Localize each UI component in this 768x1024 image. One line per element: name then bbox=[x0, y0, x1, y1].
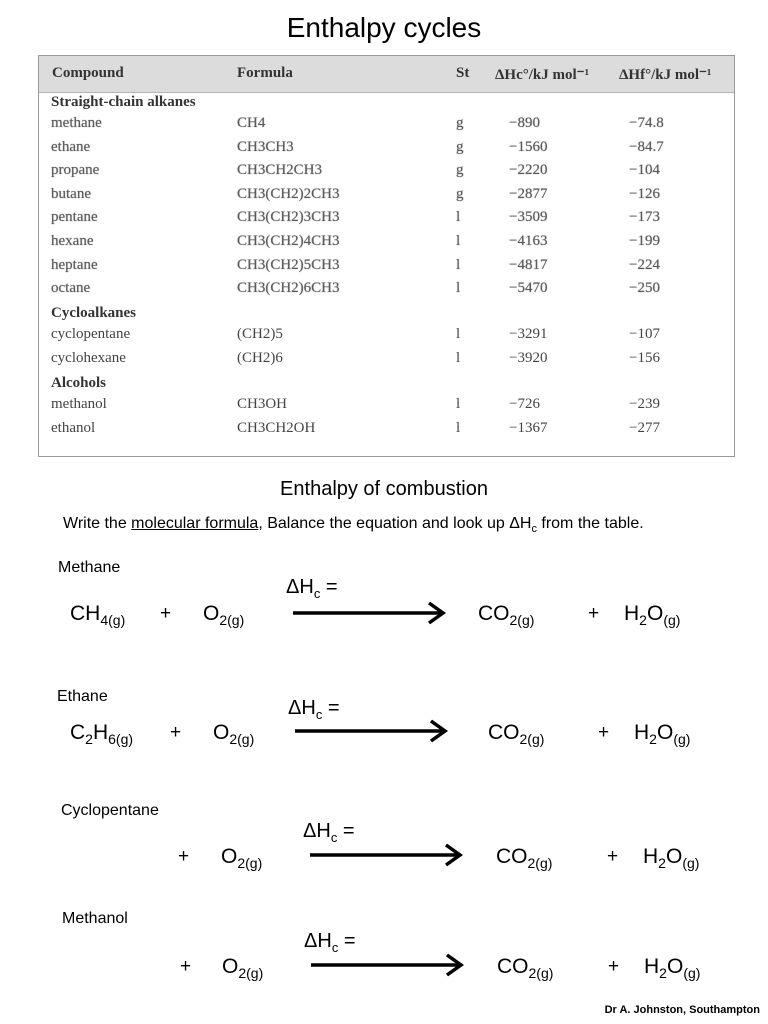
cell-compound: propane bbox=[51, 162, 100, 179]
fuel-formula: $C_2H_{6(g)}$ bbox=[70, 721, 134, 747]
product-co2: $CO_{2(g)}$ bbox=[497, 955, 554, 981]
cell-enthalpy-combustion: −726 bbox=[509, 395, 540, 412]
header-compound: Compound bbox=[52, 65, 124, 81]
product-h2o: $H_2O_{(g)}$ bbox=[634, 721, 691, 747]
cell-enthalpy-combustion: −3509 bbox=[509, 209, 548, 226]
cell-enthalpy-combustion: −4163 bbox=[509, 233, 548, 249]
plus-sign: + bbox=[588, 603, 600, 624]
equation-label-cyclopentane: Cyclopentane bbox=[61, 802, 159, 819]
cell-enthalpy-combustion: −3291 bbox=[509, 325, 548, 342]
cell-enthalpy-combustion: −1367 bbox=[509, 419, 548, 436]
cell-formula: CH3(CH2)4CH3 bbox=[237, 233, 340, 249]
cell-formula: CH3(CH2)2CH3 bbox=[237, 185, 340, 202]
delta-h-label: $\Delta H_c$ = bbox=[286, 576, 338, 601]
cell-state: l bbox=[456, 256, 461, 273]
cell-enthalpy-formation: −277 bbox=[629, 419, 660, 436]
delta-h-label: $\Delta H_c$ = bbox=[303, 820, 355, 845]
oxygen-formula: $O_{2(g)}$ bbox=[203, 602, 245, 628]
cell-state: g bbox=[456, 185, 464, 202]
enthalpy-data-table bbox=[38, 55, 735, 457]
cell-enthalpy-combustion: −2220 bbox=[509, 162, 548, 179]
cell-enthalpy-formation: −156 bbox=[629, 349, 660, 366]
reaction-arrow-icon bbox=[293, 600, 449, 626]
cell-compound: cyclopentane bbox=[51, 325, 131, 342]
cell-formula: CH3(CH2)6CH3 bbox=[237, 280, 340, 297]
instruction-underlined: molecular formula bbox=[131, 515, 259, 532]
cell-state: l bbox=[456, 419, 461, 436]
instruction-before: Write the bbox=[63, 515, 132, 532]
cell-enthalpy-combustion: −890 bbox=[509, 115, 540, 131]
cell-compound: pentane bbox=[51, 209, 98, 226]
cell-compound: hexane bbox=[51, 233, 94, 249]
cell-compound: butane bbox=[51, 185, 91, 202]
cell-enthalpy-formation: −224 bbox=[629, 256, 660, 273]
table-section-heading: Straight-chain alkanes bbox=[51, 94, 196, 110]
cell-compound: methanol bbox=[51, 395, 107, 412]
author-credit: Dr A. Johnston, Southampton bbox=[604, 1004, 760, 1016]
plus-sign: + bbox=[160, 603, 172, 624]
cell-enthalpy-combustion: −3920 bbox=[509, 349, 548, 366]
product-h2o: $H_2O_{(g)}$ bbox=[644, 955, 701, 981]
oxygen-formula: $O_{2(g)}$ bbox=[221, 845, 263, 871]
cell-formula: CH3OH bbox=[237, 395, 288, 412]
cell-enthalpy-formation: −84.7 bbox=[629, 138, 664, 155]
cell-compound: ethane bbox=[51, 138, 91, 155]
cell-enthalpy-formation: −107 bbox=[629, 325, 660, 342]
plus-sign: + bbox=[178, 846, 190, 867]
fuel-formula: $CH_{4(g)}$ bbox=[70, 602, 126, 628]
cell-formula: CH3CH3 bbox=[237, 138, 294, 155]
cell-state: l bbox=[456, 395, 461, 412]
cell-compound: cyclohexane bbox=[51, 349, 126, 366]
oxygen-formula: $O_{2(g)}$ bbox=[222, 955, 264, 981]
page-title: Enthalpy cycles bbox=[286, 12, 482, 43]
instruction-sub: c bbox=[531, 523, 537, 536]
delta-h-label: $\Delta H_c$ = bbox=[288, 697, 340, 722]
cell-state: l bbox=[456, 209, 461, 226]
cell-compound: heptane bbox=[51, 256, 98, 273]
cell-formula: CH3CH2OH bbox=[237, 419, 316, 436]
table-section-heading: Alcohols bbox=[51, 374, 107, 391]
cell-enthalpy-formation: −104 bbox=[629, 162, 660, 179]
cell-formula: (CH2)6 bbox=[237, 349, 283, 366]
cell-enthalpy-formation: −74.8 bbox=[629, 115, 664, 131]
plus-sign: + bbox=[170, 722, 182, 743]
oxygen-formula: $O_{2(g)}$ bbox=[213, 721, 255, 747]
delta-h-label: $\Delta H_c$ = bbox=[304, 930, 356, 955]
plus-sign: + bbox=[607, 846, 619, 867]
cell-state: g bbox=[456, 162, 464, 179]
reaction-arrow-icon bbox=[310, 842, 466, 868]
cell-enthalpy-combustion: −1560 bbox=[509, 138, 548, 155]
cell-formula: CH3(CH2)3CH3 bbox=[237, 209, 340, 226]
cell-enthalpy-formation: −173 bbox=[629, 209, 660, 226]
instruction-text bbox=[63, 515, 644, 535]
product-co2: $CO_{2(g)}$ bbox=[496, 845, 553, 871]
equation-label-methanol: Methanol bbox=[62, 910, 128, 927]
product-co2: $CO_{2(g)}$ bbox=[478, 602, 535, 628]
product-h2o: $H_2O_{(g)}$ bbox=[624, 602, 681, 628]
cell-formula: CH3CH2CH3 bbox=[237, 162, 323, 179]
plus-sign: + bbox=[608, 956, 620, 977]
cell-compound: octane bbox=[51, 280, 91, 297]
plus-sign: + bbox=[180, 956, 192, 977]
cell-formula: (CH2)5 bbox=[237, 325, 283, 342]
equation-label-ethane: Ethane bbox=[57, 688, 108, 705]
reaction-arrow-icon bbox=[311, 952, 467, 978]
header-state: St bbox=[456, 65, 470, 81]
cell-enthalpy-formation: −199 bbox=[629, 233, 660, 249]
header-enthalpy-combustion: ΔHc°/kJ mol⁻¹ bbox=[495, 67, 590, 83]
product-h2o: $H_2O_{(g)}$ bbox=[643, 845, 700, 871]
cell-enthalpy-combustion: −2877 bbox=[509, 185, 548, 202]
cell-state: l bbox=[456, 280, 461, 297]
instruction-end: from the table. bbox=[536, 515, 644, 532]
cell-enthalpy-formation: −239 bbox=[629, 395, 660, 412]
plus-sign: + bbox=[598, 722, 610, 743]
cell-state: g bbox=[456, 138, 464, 155]
cell-state: l bbox=[456, 325, 461, 342]
table-section-heading: Cycloalkanes bbox=[51, 304, 137, 321]
cell-compound: ethanol bbox=[51, 419, 96, 436]
reaction-arrow-icon bbox=[295, 718, 451, 744]
cell-state: l bbox=[456, 349, 461, 366]
cell-enthalpy-combustion: −4817 bbox=[509, 256, 548, 273]
cell-formula: CH3(CH2)5CH3 bbox=[237, 256, 340, 273]
cell-enthalpy-formation: −126 bbox=[629, 185, 660, 202]
equation-label-methane: Methane bbox=[58, 559, 121, 576]
cell-state: l bbox=[456, 233, 461, 249]
cell-compound: methane bbox=[51, 115, 102, 131]
cell-enthalpy-combustion: −5470 bbox=[509, 280, 548, 297]
header-enthalpy-formation: ΔHf°/kJ mol⁻¹ bbox=[619, 67, 712, 83]
header-formula: Formula bbox=[237, 65, 293, 81]
section-subtitle: Enthalpy of combustion bbox=[280, 478, 488, 500]
cell-enthalpy-formation: −250 bbox=[629, 280, 660, 297]
product-co2: $CO_{2(g)}$ bbox=[488, 721, 545, 747]
cell-state: g bbox=[456, 115, 464, 131]
instruction-after: , Balance the equation and look up ΔH bbox=[258, 515, 532, 532]
cell-formula: CH4 bbox=[237, 115, 266, 131]
table-header-row bbox=[39, 56, 734, 93]
